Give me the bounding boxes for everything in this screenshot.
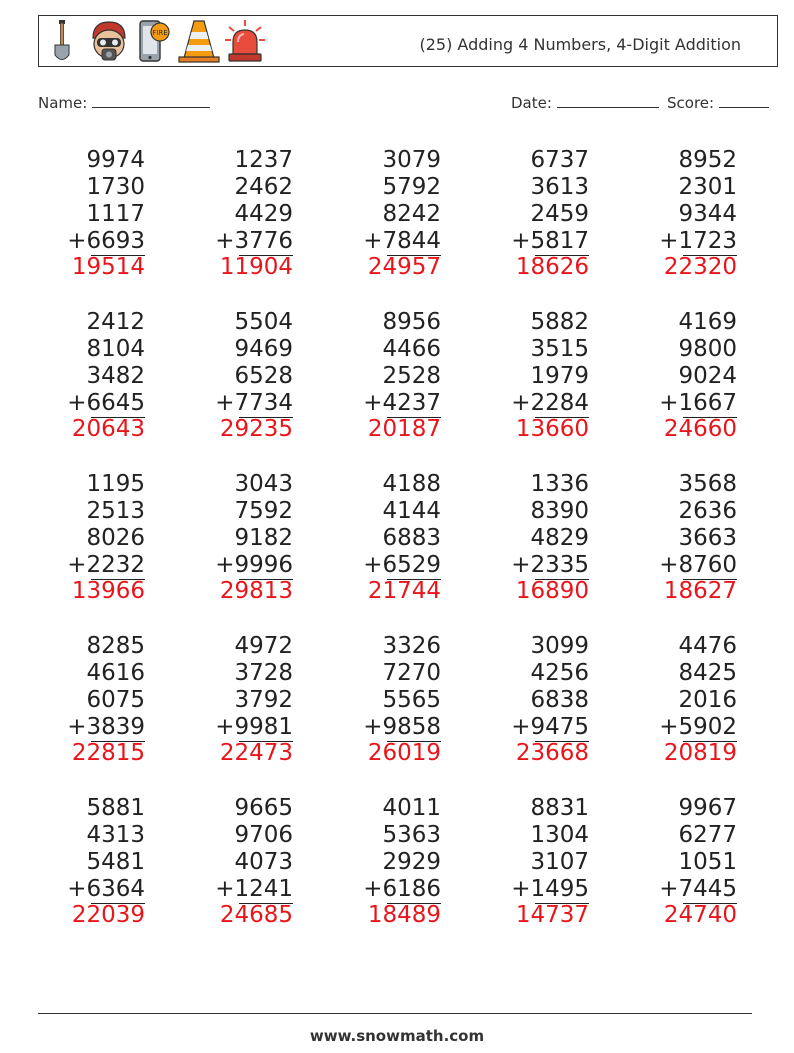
addend: 5882 <box>530 309 589 335</box>
addend: 1304 <box>530 822 589 848</box>
answer: 29813 <box>219 578 293 604</box>
addend: 3728 <box>234 660 293 686</box>
name-label: Name: <box>38 94 88 112</box>
addend: 1336 <box>530 471 589 497</box>
addend: 4972 <box>234 633 293 659</box>
addition-problem <box>183 147 293 281</box>
answer: 26019 <box>367 740 441 766</box>
addition-problem <box>35 633 145 767</box>
addend-with-plus: +7445 <box>659 876 737 902</box>
addition-problem <box>331 633 441 767</box>
addend-with-plus: +6529 <box>363 552 441 578</box>
addition-problem <box>627 471 737 605</box>
addend: 9974 <box>86 147 145 173</box>
addend: 8425 <box>678 660 737 686</box>
addition-problem <box>331 309 441 443</box>
answer: 14737 <box>515 902 589 928</box>
siren-icon <box>223 18 267 64</box>
addend: 9024 <box>678 363 737 389</box>
name-field[interactable] <box>38 93 210 112</box>
addition-problem <box>479 795 589 929</box>
answer: 21744 <box>367 578 441 604</box>
answer: 18489 <box>367 902 441 928</box>
shovel-icon <box>51 18 73 64</box>
answer: 24685 <box>219 902 293 928</box>
addend: 6737 <box>530 147 589 173</box>
addend-with-plus: +1667 <box>659 390 737 416</box>
addend: 8242 <box>382 201 441 227</box>
addend: 4466 <box>382 336 441 362</box>
addend: 6277 <box>678 822 737 848</box>
traffic-cone-icon <box>177 18 221 64</box>
addend: 3663 <box>678 525 737 551</box>
answer: 22815 <box>71 740 145 766</box>
addition-problem <box>35 471 145 605</box>
addend: 1117 <box>86 201 145 227</box>
score-field[interactable] <box>667 93 769 112</box>
addend: 1195 <box>86 471 145 497</box>
footer-divider <box>38 1013 752 1014</box>
addition-problem <box>331 147 441 281</box>
addition-problem <box>479 309 589 443</box>
addend: 2513 <box>86 498 145 524</box>
answer: 22320 <box>663 254 737 280</box>
addend: 9469 <box>234 336 293 362</box>
addend: 4429 <box>234 201 293 227</box>
addend-with-plus: +3776 <box>215 228 293 254</box>
addition-problem <box>627 147 737 281</box>
addend: 9665 <box>234 795 293 821</box>
addend: 6838 <box>530 687 589 713</box>
name-blank[interactable] <box>92 93 210 108</box>
answer: 18627 <box>663 578 737 604</box>
addend: 2301 <box>678 174 737 200</box>
addend: 8390 <box>530 498 589 524</box>
answer: 23668 <box>515 740 589 766</box>
date-label: Date: <box>511 94 552 112</box>
addend: 5481 <box>86 849 145 875</box>
addition-problem <box>35 309 145 443</box>
addend: 4188 <box>382 471 441 497</box>
addend: 9967 <box>678 795 737 821</box>
addend-with-plus: +9996 <box>215 552 293 578</box>
addend: 8026 <box>86 525 145 551</box>
addend-with-plus: +2284 <box>511 390 589 416</box>
addend-with-plus: +2335 <box>511 552 589 578</box>
addend-with-plus: +6645 <box>67 390 145 416</box>
addend: 4476 <box>678 633 737 659</box>
addition-problem <box>479 147 589 281</box>
addend: 3079 <box>382 147 441 173</box>
addend: 1051 <box>678 849 737 875</box>
addend: 5881 <box>86 795 145 821</box>
addend: 3568 <box>678 471 737 497</box>
addend-with-plus: +5902 <box>659 714 737 740</box>
addend-with-plus: +9475 <box>511 714 589 740</box>
addend: 4073 <box>234 849 293 875</box>
addition-problem <box>627 309 737 443</box>
answer: 20819 <box>663 740 737 766</box>
phone-fire-icon <box>137 18 171 64</box>
addition-problem <box>183 633 293 767</box>
addend: 4313 <box>86 822 145 848</box>
addition-problem <box>183 309 293 443</box>
addend: 7592 <box>234 498 293 524</box>
addend: 3613 <box>530 174 589 200</box>
firefighter-mask-icon <box>89 18 129 64</box>
answer: 13966 <box>71 578 145 604</box>
addition-problem <box>183 471 293 605</box>
addend-with-plus: +9858 <box>363 714 441 740</box>
addend: 5792 <box>382 174 441 200</box>
answer: 11904 <box>219 254 293 280</box>
addition-problem <box>627 633 737 767</box>
addend: 9182 <box>234 525 293 551</box>
addition-problem <box>183 795 293 929</box>
addend: 3107 <box>530 849 589 875</box>
addition-problem <box>479 471 589 605</box>
answer: 24957 <box>367 254 441 280</box>
date-field[interactable] <box>511 93 659 112</box>
score-label: Score: <box>667 94 715 112</box>
addend: 8831 <box>530 795 589 821</box>
addend: 8952 <box>678 147 737 173</box>
answer: 29235 <box>219 416 293 442</box>
answer: 18626 <box>515 254 589 280</box>
worksheet-header <box>38 15 778 67</box>
addend-with-plus: +7734 <box>215 390 293 416</box>
addend-with-plus: +5817 <box>511 228 589 254</box>
answer: 13660 <box>515 416 589 442</box>
addition-problem <box>479 633 589 767</box>
addend-with-plus: +2232 <box>67 552 145 578</box>
addend: 1730 <box>86 174 145 200</box>
addend-with-plus: +3839 <box>67 714 145 740</box>
answer: 19514 <box>71 254 145 280</box>
svg-text:FIRE: FIRE <box>152 29 168 37</box>
addend: 5363 <box>382 822 441 848</box>
addend-with-plus: +1241 <box>215 876 293 902</box>
addend: 2459 <box>530 201 589 227</box>
addend: 2412 <box>86 309 145 335</box>
addend: 4169 <box>678 309 737 335</box>
addend-with-plus: +6693 <box>67 228 145 254</box>
footer-site: www.snowmath.com <box>309 1027 485 1045</box>
date-blank[interactable] <box>557 93 659 108</box>
addend: 9706 <box>234 822 293 848</box>
score-blank[interactable] <box>719 93 769 108</box>
addition-problem <box>627 795 737 929</box>
addend-with-plus: +9981 <box>215 714 293 740</box>
addend: 3099 <box>530 633 589 659</box>
addend-with-plus: +1723 <box>659 228 737 254</box>
addend: 3515 <box>530 336 589 362</box>
addend: 6883 <box>382 525 441 551</box>
answer: 24660 <box>663 416 737 442</box>
answer: 20643 <box>71 416 145 442</box>
addend: 4829 <box>530 525 589 551</box>
addend-with-plus: +6364 <box>67 876 145 902</box>
addend: 3326 <box>382 633 441 659</box>
addend: 2016 <box>678 687 737 713</box>
addend: 2528 <box>382 363 441 389</box>
answer: 22039 <box>71 902 145 928</box>
answer: 16890 <box>515 578 589 604</box>
addend: 6528 <box>234 363 293 389</box>
addend: 3482 <box>86 363 145 389</box>
addition-problem <box>35 795 145 929</box>
addend: 4256 <box>530 660 589 686</box>
addition-problem <box>331 795 441 929</box>
answer: 20187 <box>367 416 441 442</box>
addition-problem <box>331 471 441 605</box>
addend-with-plus: +7844 <box>363 228 441 254</box>
addend: 9800 <box>678 336 737 362</box>
worksheet-title: (25) Adding 4 Numbers, 4-Digit Addition <box>419 35 741 54</box>
answer: 24740 <box>663 902 737 928</box>
addend: 4011 <box>382 795 441 821</box>
addend: 8956 <box>382 309 441 335</box>
addend: 2636 <box>678 498 737 524</box>
addend: 4616 <box>86 660 145 686</box>
addend: 7270 <box>382 660 441 686</box>
addition-problem <box>35 147 145 281</box>
addend-with-plus: +4237 <box>363 390 441 416</box>
answer: 22473 <box>219 740 293 766</box>
addend: 1237 <box>234 147 293 173</box>
addend-with-plus: +8760 <box>659 552 737 578</box>
addend: 8104 <box>86 336 145 362</box>
addend: 6075 <box>86 687 145 713</box>
addend: 1979 <box>530 363 589 389</box>
addend-with-plus: +6186 <box>363 876 441 902</box>
addend: 5565 <box>382 687 441 713</box>
addend: 9344 <box>678 201 737 227</box>
addend: 3792 <box>234 687 293 713</box>
addend-with-plus: +1495 <box>511 876 589 902</box>
addend: 3043 <box>234 471 293 497</box>
addend: 2462 <box>234 174 293 200</box>
addend: 4144 <box>382 498 441 524</box>
addend: 5504 <box>234 309 293 335</box>
addend: 2929 <box>382 849 441 875</box>
addend: 8285 <box>86 633 145 659</box>
